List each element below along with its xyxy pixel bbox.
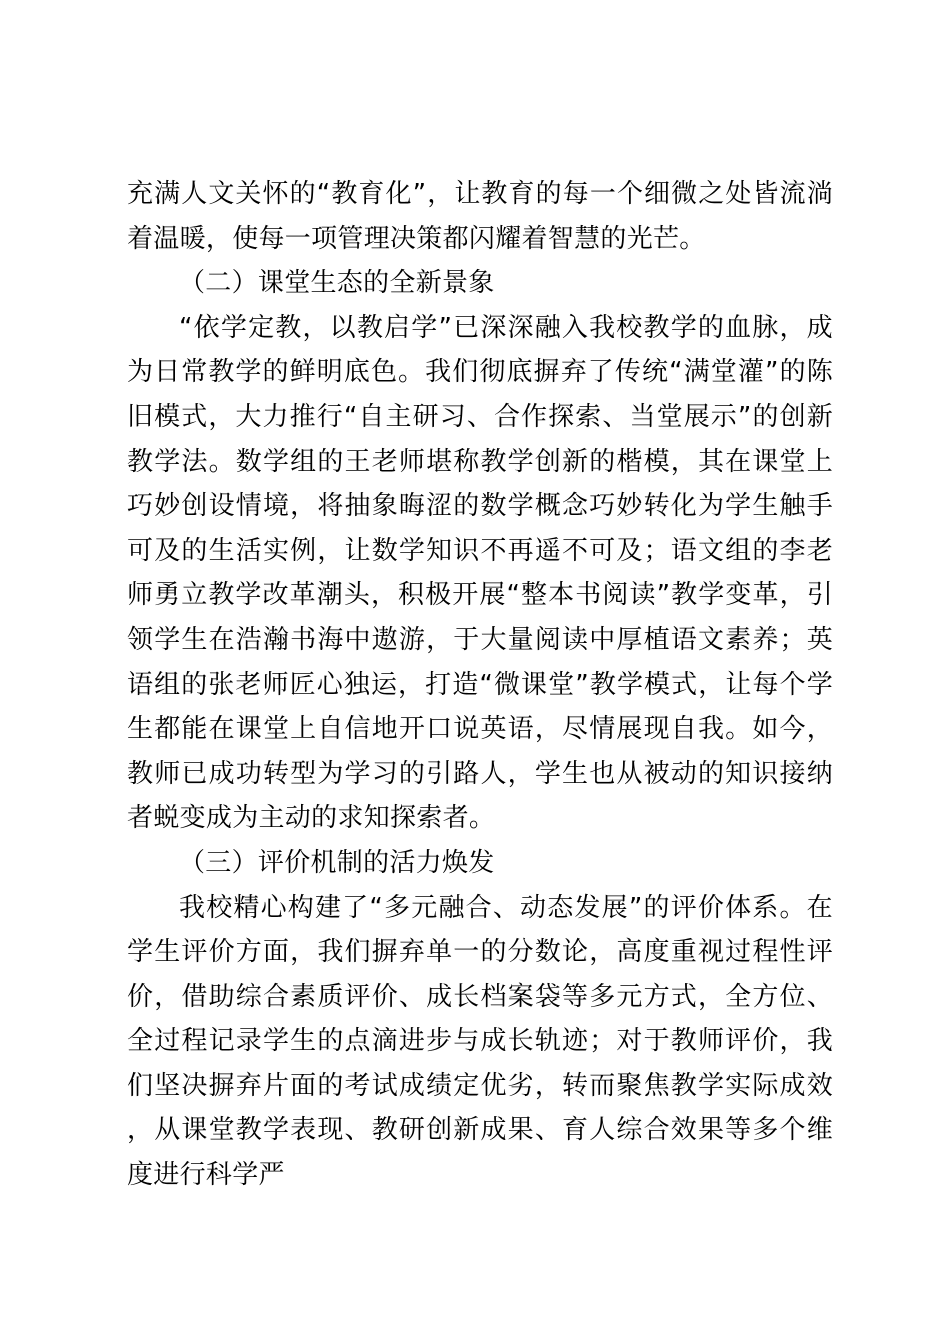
- section-heading-classroom-ecology: （二）课堂生态的全新景象: [179, 268, 495, 299]
- document-body: [127, 172, 833, 1198]
- section-heading-evaluation-mechanism: （三）评价机制的活力焕发: [179, 847, 495, 878]
- paragraph-evaluation-mechanism: 我校精心构建了“多元融合、动态发展”的评价体系。在学生评价方面，我们摒弃单一的分数论，高度重视过程性评价，借助综合素质评价、成长档案袋等多元方式，全方位、全过程记录学生的点滴进步与成长轨迹；对于教师评价，我们坚决摒弃片面的考试成绩定优劣，转而聚焦教学实际成效，从课堂教学表现、教研创新成果、育人综合效果等多个维度进行科学严: [127, 892, 833, 1191]
- paragraph-continuation: 充满人文关怀的“教育化”，让教育的每一个细微之处皆流淌着温暖，使每一项管理决策都闪耀着智慧的光芒。: [127, 179, 833, 254]
- paragraph-classroom-ecology: “依学定教，以教启学”已深深融入我校教学的血脉，成为日常教学的鲜明底色。我们彻底摒弃了传统“满堂灌”的陈旧模式，大力推行“自主研习、合作探索、当堂展示”的创新教学法。数学组的王老师堪称教学创新的楷模，其在课堂上巧妙创设情境，将抽象晦涩的数学概念巧妙转化为学生触手可及的生活实例，让数学知识不再遥不可及；语文组的李老师勇立教学改革潮头，积极开展“整本书阅读”教学变革，引领学生在浩瀚书海中遨游，于大量阅读中厚植语文素养；英语组的张老师匠心独运，打造“微课堂”教学模式，让每个学生都能在课堂上自信地开口说英语，尽情展现自我。如今，教师已成功转型为学习的引路人，学生也从被动的知识接纳者蜕变成为主动的求知探索者。: [127, 312, 833, 834]
